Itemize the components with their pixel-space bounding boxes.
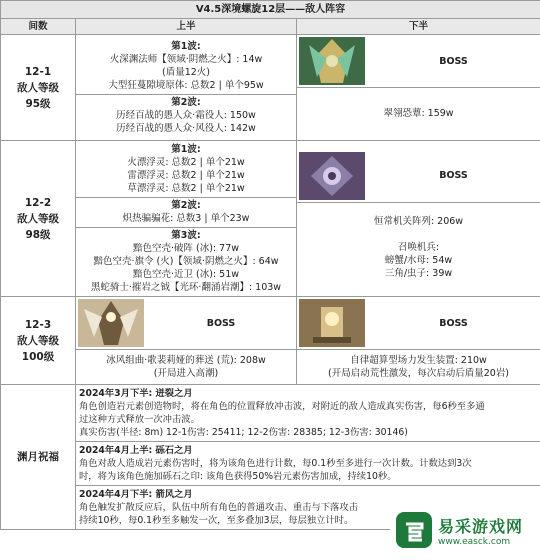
boss-portrait-mushroom	[299, 37, 365, 85]
header-upper: 上半	[76, 19, 297, 35]
room-12-2-upper: 第1波: 火漂浮灵: 总数2 | 单个21w 雷漂浮灵: 总数2 | 单个21w 草漂浮灵: 总数2 | 单个21w 第2波: 炽热骗骗花: 总数3 | 单个23w 第3波: 黯色空壳·破阵 (冰): 77w 黯色空壳·旗令 (火)【领域·阴燃之火】: 64w 黯色空壳·近卫 (冰): 51w 黑蛇骑士·摧岩之钺【光环·翻涌岩潮】: 103w	[76, 141, 297, 297]
blessing-content: 2024年3月下半: 迸裂之月 角色创造岩元素创造物时，将在角色的位置释放冲击波，对附近的敌人造成真实伤害，每6秒至多通 过这种方式释放一次冲击波。 真实伤害(半径: 8m) 12-1伤害: 25411; 12-2伤害: 28385; 12-3伤害: 30146) 2024年4月上半: 砾石之月 角色对敌人造成岩元素伤害时，将为该角色进行计数，每0.1秒至多进行一次计数。计数达到3次 时，将为该角色施加砾石之印: 该角色获得50%岩元素伤害加成，持续10秒。 2024年4月下半: 箭风之月 角色触发扩散反应后，队伍中所有角色的普通攻击、重击与下落攻击 持续10秒，每0.1秒至多触发一次，至多叠加3层，每层独立计时。	[76, 385, 540, 530]
watermark-name: 易采游戏网	[438, 516, 524, 536]
page-title: V4.5深境螺旋12层——敌人阵容	[1, 1, 540, 19]
header-room: 间数	[1, 19, 76, 35]
watermark-logo-icon	[394, 510, 434, 550]
room-12-3-lower: BOSS 自律超算型场力发生装置: 210w (开局启动荒性激发，每次启动后盾量20岩)	[297, 297, 540, 385]
room-12-1-upper: 第1波: 火深渊法师【领域·阴燃之火】: 14w (盾量12火) 大型狂蔓隙境原体: 总数2 | 单个95w 第2波: 历经百战的愚人众·霜役人: 150w 历经百战的愚人众·风役人: 142w	[76, 35, 297, 141]
room-label-12-3: 12-3 敌人等级 100级	[1, 297, 76, 385]
room-12-1-lower: BOSS 翠翎恐蕈: 159w	[297, 35, 540, 141]
watermark-url: www.easck.com	[438, 536, 511, 547]
room-12-2-lower: BOSS 恒常机关阵列: 206w 召唤机兵: 螃蟹/水母: 54w 三角/虫子: 39w	[297, 141, 540, 297]
boss-label: BOSS	[439, 55, 468, 67]
boss-portrait-field-generator	[299, 299, 365, 347]
room-12-3-upper: BOSS 冰风组曲·歌裴莉娅的葬送 (荒): 208w (开局进入高潮)	[76, 297, 297, 385]
boss-portrait-mechanism	[299, 152, 365, 200]
boss-portrait-ice-wind	[78, 299, 144, 347]
watermark	[390, 500, 540, 560]
room-label-12-2: 12-2 敌人等级 98级	[1, 141, 76, 297]
room-label-12-1: 12-1 敌人等级 95级	[1, 35, 76, 141]
blessing-label: 渊月祝福	[1, 385, 76, 530]
header-lower: 下半	[297, 19, 540, 35]
